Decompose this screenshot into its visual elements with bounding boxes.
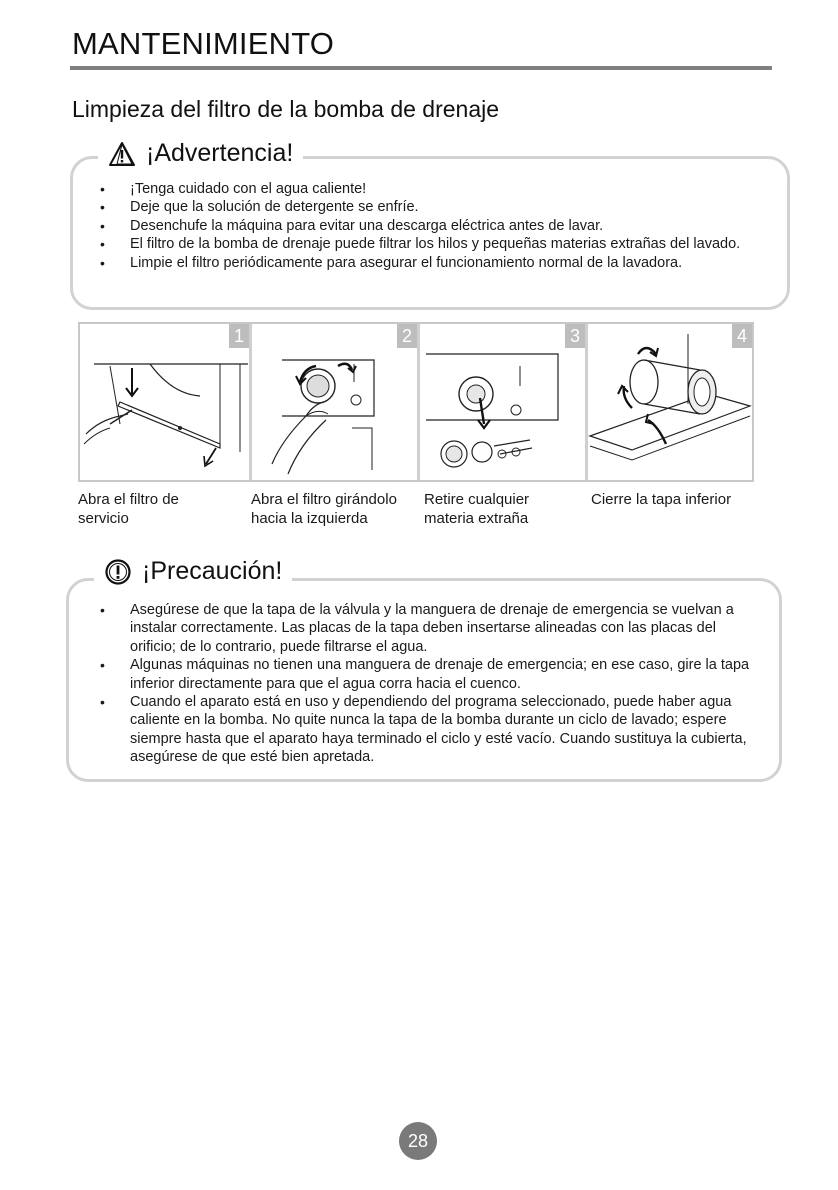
warning-list xyxy=(100,180,755,272)
step-number-badge: 2 xyxy=(397,324,417,348)
caution-circle-icon xyxy=(104,558,132,586)
step-number-badge: 4 xyxy=(732,324,752,348)
warning-title: ¡Advertencia! xyxy=(146,139,294,167)
step-panel-3 xyxy=(420,324,588,480)
list-item: • El filtro de la bomba de drenaje puede filtrar los hilos y pequeñas materias extrañas del lavado. xyxy=(100,235,755,253)
caution-list xyxy=(100,601,760,767)
page-number: 28 xyxy=(399,1122,437,1160)
step-caption-2: Abra el filtro girándolo hacia la izquierda xyxy=(251,491,397,527)
page-title: MANTENIMIENTO xyxy=(72,26,335,61)
step-panel-2 xyxy=(252,324,420,480)
title-divider xyxy=(70,66,772,70)
step-number-badge: 3 xyxy=(565,324,585,348)
step-panel-1 xyxy=(80,324,252,480)
close-bottom-cover-illustration xyxy=(588,324,752,480)
step-number-badge: 1 xyxy=(229,324,249,348)
list-item: • Asegúrese de que la tapa de la válvula y la manguera de drenaje de emergencia se vuelvan a instalar correctamente. Las placas de la tapa deben insertarse alineadas con las placas del orificio; de lo contrario, puede filtrarse el agua. xyxy=(100,601,760,656)
list-item: • ¡Tenga cuidado con el agua caliente! xyxy=(100,180,755,198)
list-item: • Cuando el aparato está en uso y dependiendo del programa seleccionado, puede haber agua caliente en la bomba. No quite nunca la tapa de la bomba durante un ciclo de lavado; espere siempre hasta que el aparato haya terminado el ciclo y esté vacío. Cuando sustituya la cubierta, asegúrese de que esté bien apretada. xyxy=(100,693,760,767)
warning-triangle-icon xyxy=(108,140,136,168)
list-item: • Deje que la solución de detergente se enfríe. xyxy=(100,198,755,216)
open-service-filter-illustration xyxy=(80,324,252,480)
step-caption-4: Cierre la tapa inferior xyxy=(591,491,732,508)
list-item: • Algunas máquinas no tienen una manguera de drenaje de emergencia; en ese caso, gire la tapa inferior directamente para que el agua corra hacia el cuenco. xyxy=(100,656,760,693)
step-caption-3: Retire cualquier materia extraña xyxy=(424,491,530,527)
list-item: • Limpie el filtro periódicamente para asegurar el funcionamiento normal de la lavadora. xyxy=(100,254,755,272)
step-caption-1: Abra el filtro de servicio xyxy=(78,491,179,527)
warning-heading xyxy=(98,139,303,168)
step-panel-4 xyxy=(588,324,752,480)
remove-foreign-matter-illustration xyxy=(420,324,588,480)
list-item: • Desenchufe la máquina para evitar una descarga eléctrica antes de lavar. xyxy=(100,217,755,235)
turn-filter-illustration xyxy=(252,324,420,480)
caution-title: ¡Precaución! xyxy=(142,557,283,585)
caution-heading xyxy=(94,557,292,586)
section-title: Limpieza del filtro de la bomba de drenaje xyxy=(72,96,500,122)
steps-illustration xyxy=(78,322,754,482)
